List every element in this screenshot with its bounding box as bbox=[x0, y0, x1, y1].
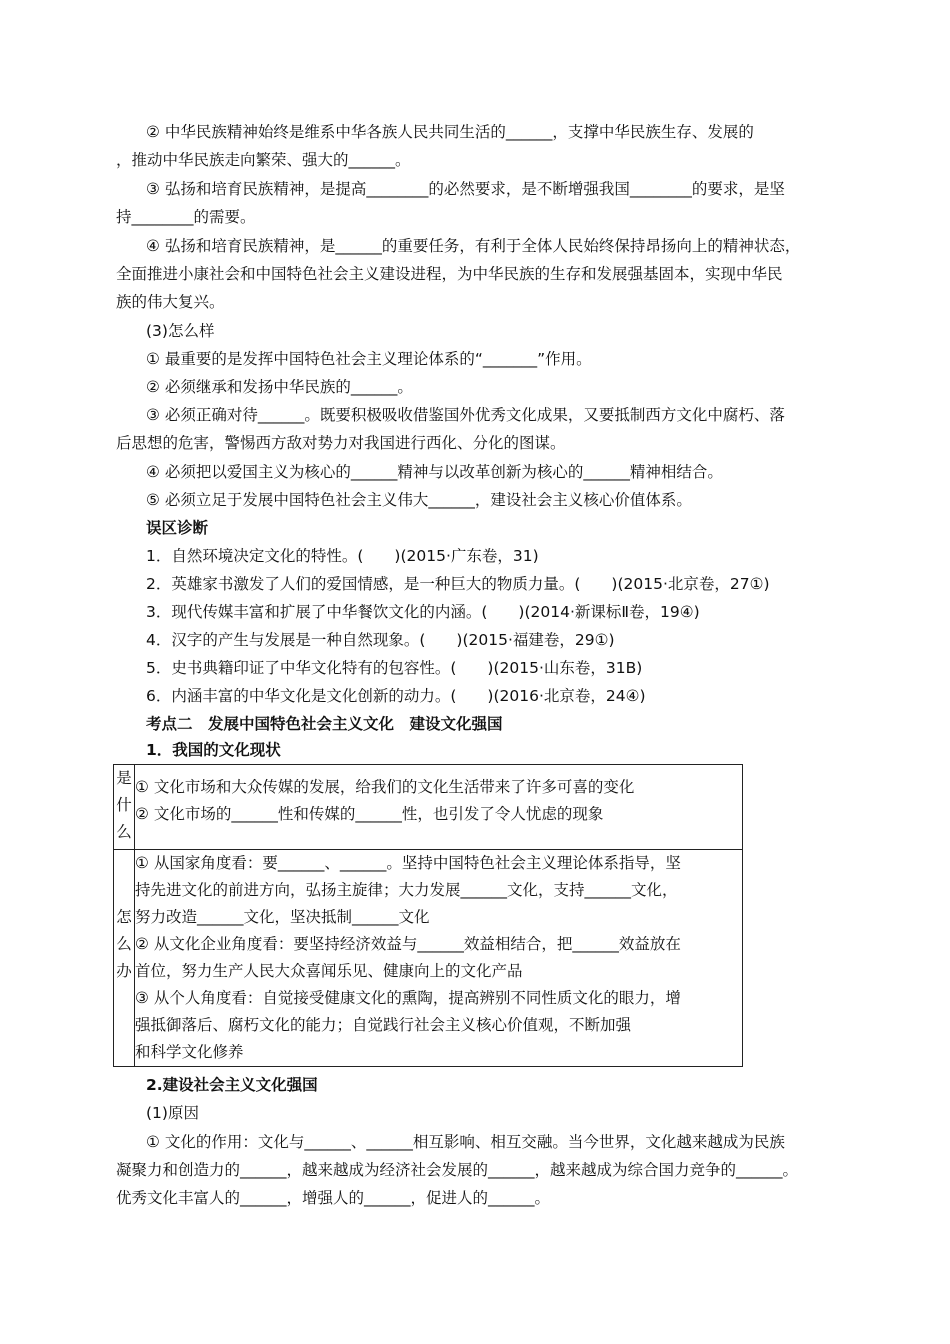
reason-line-1: ① 文化的作用：文化与______、______相互影响、相互交融。当今世界，文化越来越成为民族 bbox=[146, 1133, 785, 1151]
subsection-title-culture-power: 2.建设社会主义文化强国 bbox=[146, 1076, 318, 1094]
how-item-4: ④ 必须把以爱国主义为核心的______精神与以改革创新为核心的______精神相结合。 bbox=[146, 463, 723, 481]
diagnosis-question-3: 3．现代传媒丰富和扩展了中华餐饮文化的内涵。( )(2014·新课标Ⅱ卷，19④) bbox=[146, 603, 700, 621]
spirit-role-line-2: ，推动中华民族走向繁荣、强大的______。 bbox=[116, 151, 411, 169]
reason-heading: (1)原因 bbox=[146, 1104, 199, 1122]
spirit-cultivate-line-2: 持________的需要。 bbox=[116, 208, 256, 226]
diagnosis-title: 误区诊断 bbox=[146, 519, 209, 537]
table-line: 首位，努力生产人民大众喜闻乐见、健康向上的文化产品 bbox=[135, 962, 523, 980]
table-line: 努力改造______文化，坚决抵制______文化 bbox=[135, 908, 430, 926]
how-item-1: ① 最重要的是发挥中国特色社会主义理论体系的“_______”作用。 bbox=[146, 350, 592, 368]
spirit-task-line-3: 族的伟大复兴。 bbox=[116, 293, 225, 311]
spirit-role-line-1: ② 中华民族精神始终是维系中华各族人民共同生活的______，支撑中华民族生存、发展的 bbox=[146, 123, 754, 141]
diagnosis-question-1: 1．自然环境决定文化的特性。( )(2015·广东卷，31) bbox=[146, 547, 539, 565]
row-content-what bbox=[135, 765, 743, 850]
spirit-task-line-2: 全面推进小康社会和中国特色社会主义建设进程，为中华民族的生存和发展强基固本，实现中华民 bbox=[116, 265, 783, 283]
table-line: 持先进文化的前进方向，弘扬主旋律；大力发展______文化，支持______文化， bbox=[135, 881, 678, 899]
table-line: 强抵御落后、腐朽文化的能力；自觉践行社会主义核心价值观，不断加强 bbox=[135, 1016, 632, 1034]
how-item-5: ⑤ 必须立足于发展中国特色社会主义伟大______，建设社会主义核心价值体系。 bbox=[146, 491, 692, 509]
table-line: ① 从国家角度看：要______、______。坚持中国特色社会主义理论体系指导，坚 bbox=[135, 854, 681, 872]
how-item-3-line-2: 后思想的危害，警惕西方敌对势力对我国进行西化、分化的图谋。 bbox=[116, 434, 566, 452]
diagnosis-question-4: 4．汉字的产生与发展是一种自然现象。( )(2015·福建卷，29①) bbox=[146, 631, 615, 649]
reason-line-3: 优秀文化丰富人的______，增强人的______，促进人的______。 bbox=[116, 1189, 551, 1207]
table-line: ① 文化市场和大众传媒的发展，给我们的文化生活带来了许多可喜的变化 bbox=[135, 778, 635, 796]
how-item-2: ② 必须继承和发扬中华民族的______。 bbox=[146, 378, 413, 396]
diagnosis-question-2: 2．英雄家书激发了人们的爱国情感，是一种巨大的物质力量。( )(2015·北京卷，27①) bbox=[146, 575, 770, 593]
diagnosis-question-6: 6．内涵丰富的中华文化是文化创新的动力。( )(2016·北京卷，24④) bbox=[146, 687, 646, 705]
reason-line-2: 凝聚力和创造力的______，越来越成为经济社会发展的______，越来越成为综合国力竞争的______。 bbox=[116, 1161, 799, 1179]
table-line: 和科学文化修养 bbox=[135, 1043, 244, 1061]
table-line: ③ 从个人角度看：自觉接受健康文化的熏陶，提高辨别不同性质文化的眼力，增 bbox=[135, 989, 681, 1007]
spirit-task-line-1: ④ 弘扬和培育民族精神，是______的重要任务，有利于全体人民始终保持昂扬向上的精神状态， bbox=[146, 237, 801, 255]
table-row-what bbox=[114, 765, 743, 850]
row-header-how: 怎 么 办 bbox=[114, 850, 135, 1067]
table-line: ② 文化市场的______性和传媒的______性，也引发了令人忧虑的现象 bbox=[135, 805, 604, 823]
how-item-3-line-1: ③ 必须正确对待______。既要积极吸收借鉴国外优秀文化成果，又要抵制西方文化中腐朽、落 bbox=[146, 406, 785, 424]
table-line: ② 从文化企业角度看：要坚持经济效益与______效益相结合，把______效益放在 bbox=[135, 935, 681, 953]
diagnosis-question-5: 5．史书典籍印证了中华文化特有的包容性。( )(2015·山东卷，31B) bbox=[146, 659, 643, 677]
how-heading: (3)怎么样 bbox=[146, 322, 215, 340]
row-header-what: 是 什 么 bbox=[114, 765, 135, 850]
culture-status-table bbox=[113, 764, 743, 1067]
spirit-cultivate-line-1: ③ 弘扬和培育民族精神，是提高________的必然要求，是不断增强我国________的要求，是坚 bbox=[146, 180, 785, 198]
subsection-title-current-status: 1．我国的文化现状 bbox=[146, 741, 281, 759]
section-title-kd2: 考点二 发展中国特色社会主义文化 建设文化强国 bbox=[146, 715, 503, 733]
table-row-how bbox=[114, 850, 743, 1067]
row-content-how bbox=[135, 850, 743, 1067]
